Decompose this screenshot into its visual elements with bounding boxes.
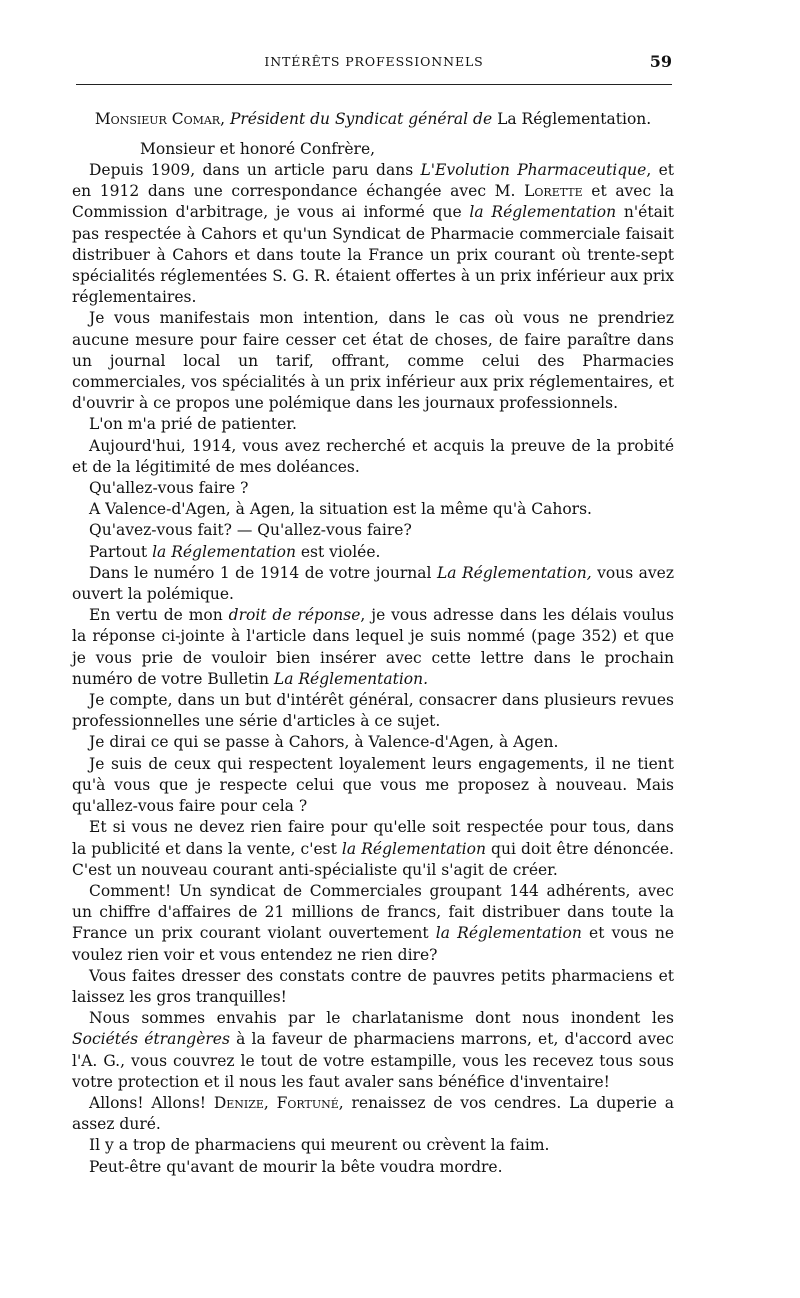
journal-title: L'Evolution Pharmaceutique: [420, 161, 647, 179]
text-run: Depuis 1909, dans un article paru dans: [89, 161, 421, 179]
paragraph-2: Je vous manifestais mon intention, dans le cas où vous ne prendriez aucune mesure pour faire cesser cet état de choses, de faire paraître dans un journal local un tarif, offrant, comme celui des Pharmacies commerciales, vos spécialités à un prix inférieur aux prix réglementaires, et d'ouvrir à ce propos une polémique dans les journaux professionnels.: [72, 309, 674, 413]
paragraph-15: [72, 881, 674, 966]
text-run: à la faveur de pharmaciens marrons, et, d'accord avec l'A. G., vous couvrez le tout de votre estampille, vous les recevez tous sous votre protection et il nous les faut avaler sans bénéfice d'inventaire!: [72, 1030, 674, 1091]
paragraph-18: [72, 1093, 674, 1135]
journal-title: La Réglementation.: [273, 669, 429, 688]
text-run: Allons! Allons!: [89, 1093, 214, 1112]
paragraph-1: [72, 160, 674, 308]
paragraph-12: Je dirai ce qui se passe à Cahors, à Valence-d'Agen, à Agen.: [89, 733, 559, 752]
text-run: est violée.: [295, 542, 381, 561]
paragraph-14: [72, 817, 674, 881]
emphasis: Sociétés étrangères: [72, 1030, 230, 1049]
recipient-role: Président du Syndicat général de: [229, 110, 493, 128]
recipient-name: Monsieur Comar,: [94, 110, 226, 128]
text-run: n'était pas respectée à Cahors et qu'un Syndicat de Pharmacie commerciale faisait distribuer à Cahors et dans toute la France un prix courant où trente-sept spécialités réglementées S. G. R. étaient offertes à un prix inférieur aux prix réglementaires.: [72, 203, 674, 307]
paragraph-5: Qu'allez-vous faire ?: [89, 479, 249, 498]
text-run: , et en 1912 dans une correspondance échangée avec M.: [72, 161, 674, 201]
text-run: et avec la Commission d'arbitrage, je vous ai informé que: [72, 182, 674, 222]
text-run: Nous sommes envahis par le charlatanisme dont nous inondent les: [89, 1009, 674, 1028]
text-run: Et si vous ne devez rien faire pour qu'elle soit respectée pour tous, dans la publicité et dans la vente, c'est: [72, 818, 674, 858]
text-run: et vous ne voulez rien voir et vous entendez ne rien dire?: [72, 924, 674, 964]
emphasis: la Réglementation: [469, 203, 617, 222]
text-run: Comment! Un syndicat de Commerciales groupant 144 adhérents, avec un chiffre d'affaires de 21 millions de francs, fait distribuer dans toute la France un prix courant violant ouvertement: [72, 881, 674, 943]
emphasis: droit de réponse: [228, 606, 361, 625]
text-run: Dans le numéro 1 de 1914 de votre journal: [89, 563, 437, 582]
person-names: Denize, Fortuné,: [213, 1093, 344, 1112]
paragraph-19: Il y a trop de pharmaciens qui meurent ou crèvent la faim.: [89, 1136, 550, 1155]
text-run: , je vous adresse dans les délais voulus la réponse ci-jointe à l'article dans lequel je suis nommé (page 352) et que je vous prie de vouloir bien insérer avec cette lettre dans le prochain numéro de votre Bulletin: [72, 606, 674, 688]
paragraph-17: [72, 1008, 674, 1093]
paragraph-7: Qu'avez-vous fait? — Qu'allez-vous faire?: [89, 521, 412, 540]
emphasis: la Réglementation: [341, 839, 486, 858]
emphasis: la Réglementation: [152, 542, 296, 561]
paragraph-10: [72, 605, 674, 690]
page-number: 59: [649, 52, 672, 71]
publication-name: La Réglementation.: [497, 110, 652, 128]
paragraph-20: Peut-être qu'avant de mourir la bête voudra mordre.: [89, 1157, 503, 1176]
text-run: En vertu de mon: [89, 606, 229, 625]
text-run: Partout: [89, 542, 153, 561]
paragraph-16: Vous faites dresser des constats contre de pauvres petits pharmaciens et laissez les gros tranquilles!: [72, 966, 674, 1006]
paragraph-8: [72, 542, 674, 563]
paragraph-11: Je compte, dans un but d'intérêt général, consacrer dans plusieurs revues professionnelles une série d'articles à ce sujet.: [72, 691, 674, 731]
running-head: [76, 54, 672, 76]
letter-heading: [72, 108, 674, 131]
text-run: qui doit être dénoncée. C'est un nouveau courant anti-spécialiste qu'il s'agit de créer.: [72, 839, 674, 879]
text-run: renaissez de vos cendres. La duperie a assez duré.: [72, 1093, 674, 1134]
paragraph-4: Aujourd'hui, 1914, vous avez recherché et acquis la preuve de la probité et de la légitimité de mes doléances.: [72, 436, 674, 476]
header-rule: [76, 84, 672, 85]
text-run: vous avez ouvert la polémique.: [72, 563, 675, 604]
letter-body: [72, 108, 674, 1178]
paragraph-9: [72, 563, 674, 605]
emphasis: la Réglementation: [435, 924, 582, 943]
journal-title: La Réglementation,: [436, 563, 592, 582]
running-title: INTÉRÊTS PROFESSIONNELS: [264, 54, 484, 69]
person-name: Lorette: [524, 182, 583, 201]
paragraph-6: A Valence-d'Agen, à Agen, la situation est la même qu'à Cahors.: [89, 500, 592, 519]
salutation: Monsieur et honoré Confrère,: [140, 140, 376, 158]
paragraph-13: Je suis de ceux qui respectent loyalement leurs engagements, il ne tient qu'à vous que je respecte celui que vous me proposez à nouveau. Mais qu'allez-vous faire pour cela ?: [72, 754, 674, 816]
paragraph-3: L'on m'a prié de patienter.: [89, 415, 297, 434]
